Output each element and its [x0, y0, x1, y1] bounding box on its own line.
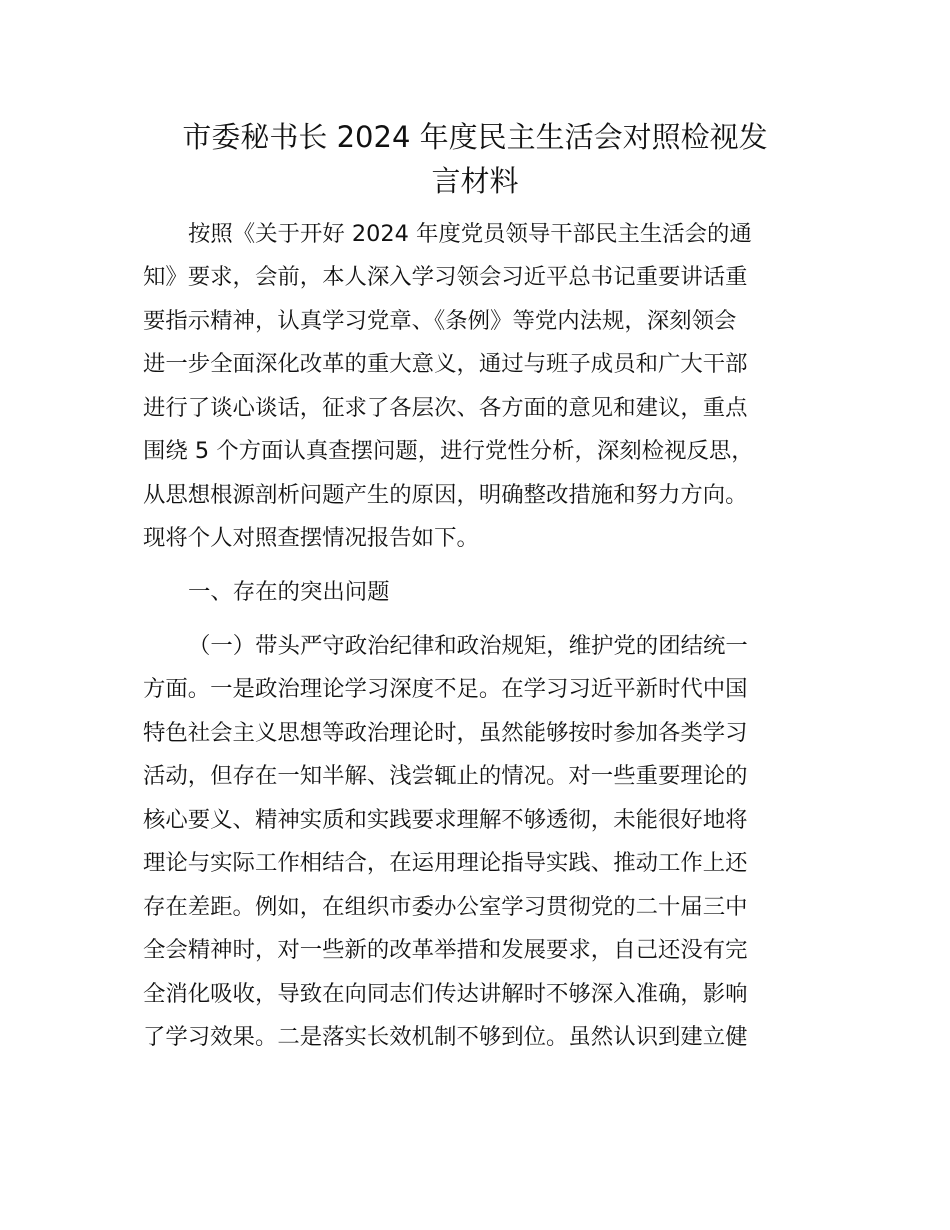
- body-paragraph-line: 核心要义、精神实质和实践要求理解不够透彻，未能很好地将: [143, 807, 748, 833]
- body-paragraph-line: 从思想根源剖析问题产生的原因，明确整改措施和努力方向。: [143, 482, 748, 508]
- body-paragraph-line: 理论与实际工作相结合，在运用理论指导实践、推动工作上还: [143, 850, 748, 876]
- subsection-heading-line: （一）带头严守政治纪律和政治规矩，维护党的团结统一: [188, 633, 748, 659]
- body-paragraph-line: 活动，但存在一知半解、浅尝辄止的情况。对一些重要理论的: [143, 763, 748, 789]
- body-paragraph-line: 现将个人对照查摆情况报告如下。: [143, 525, 479, 551]
- body-paragraph-line: 了学习效果。二是落实长效机制不够到位。虽然认识到建立健: [143, 1024, 748, 1050]
- body-paragraph-line: 全会精神时，对一些新的改革举措和发展要求，自己还没有完: [143, 937, 748, 963]
- body-paragraph-line: 要指示精神，认真学习党章、《条例》等党内法规，深刻领会: [143, 308, 737, 334]
- body-paragraph-line: 全消化吸收，导致在向同志们传达讲解时不够深入准确，影响: [143, 981, 748, 1007]
- body-paragraph-line: 进一步全面深化改革的重大意义，通过与班子成员和广大干部: [143, 351, 748, 377]
- body-paragraph-line: 存在差距。例如，在组织市委办公室学习贯彻党的二十届三中: [143, 894, 748, 920]
- document-title-line-1: 市委秘书长 2024 年度民主生活会对照检视发: [182, 120, 768, 154]
- section-heading: 一、存在的突出问题: [188, 579, 390, 605]
- document-title-line-2: 言材料: [431, 164, 519, 198]
- body-paragraph-line: 知》要求，会前，本人深入学习领会习近平总书记重要讲话重: [143, 264, 748, 290]
- body-paragraph-line: 围绕 5 个方面认真查摆问题，进行党性分析，深刻检视反思，: [143, 438, 754, 464]
- body-paragraph-line: 按照《关于开好 2024 年度党员领导干部民主生活会的通: [188, 221, 752, 247]
- body-paragraph-line: 特色社会主义思想等政治理论时，虽然能够按时参加各类学习: [143, 720, 748, 746]
- body-paragraph-line: 进行了谈心谈话，征求了各层次、各方面的意见和建议，重点: [143, 395, 748, 421]
- body-paragraph-line: 方面。一是政治理论学习深度不足。在学习习近平新时代中国: [143, 676, 748, 702]
